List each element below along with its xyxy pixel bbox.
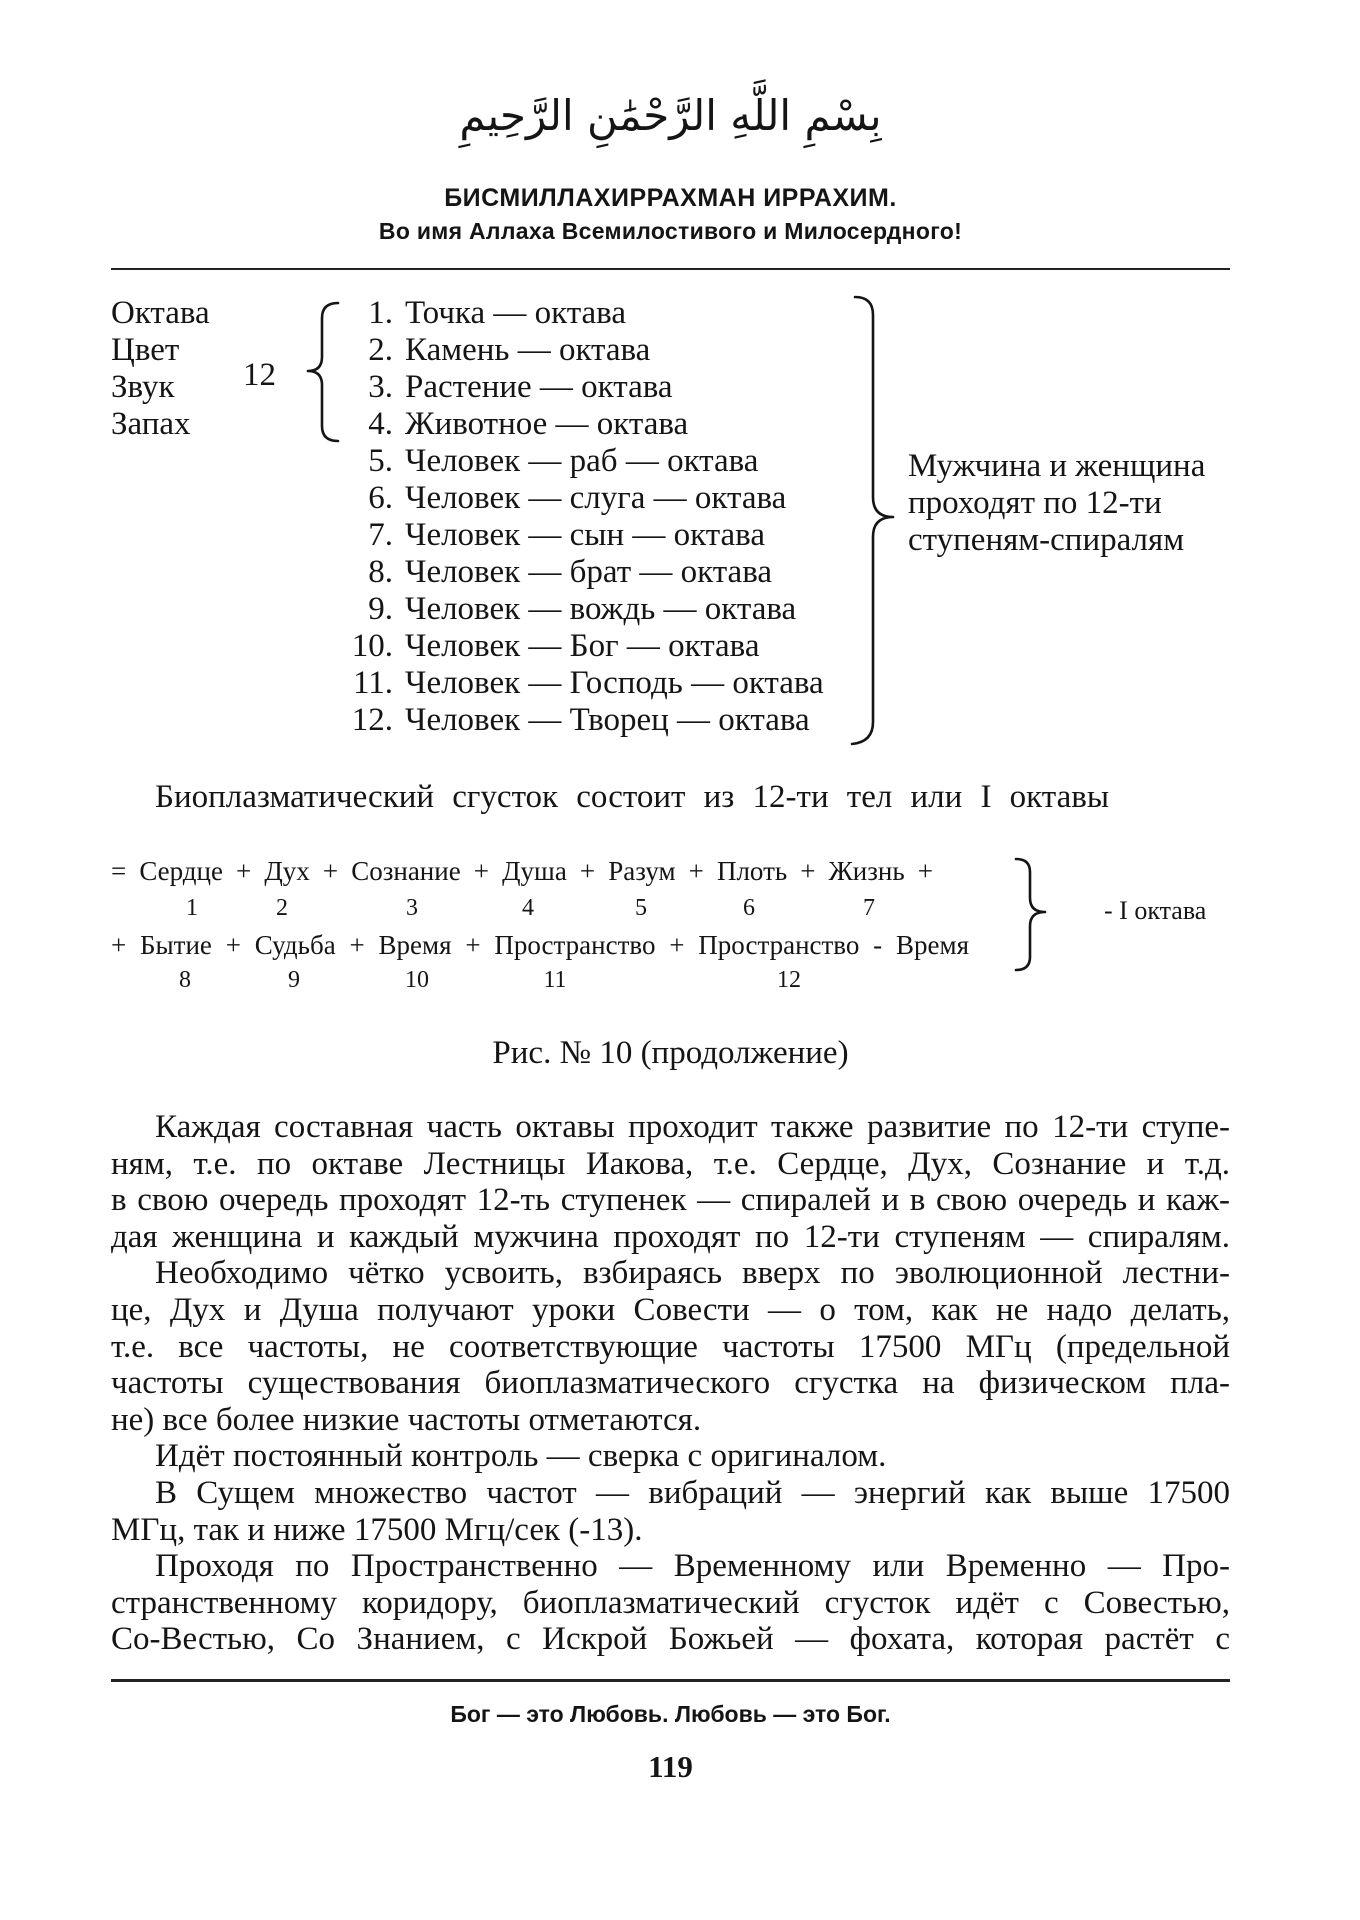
body-line: частоты существования биоплазматического сгустка на физическом пла- — [111, 1365, 1230, 1402]
body-line: Каждая составная часть октавы проходит также развитие по 12-ти ступе- — [155, 1109, 1230, 1145]
bismillah-calligraphy: بِسْمِ اللَّهِ الرَّحْمَٰنِ الرَّحِيمِ — [459, 91, 882, 140]
body-text — [111, 1109, 1230, 1658]
body-line: не) все более низкие частоты отметаются. — [111, 1401, 702, 1438]
label-smell: Запах — [111, 405, 191, 442]
body-line: в свою очередь проходят 12-ть ступенек — спиралей и в свою очередь и каж- — [111, 1182, 1230, 1219]
body-line: странственному коридору, биоплазматический сгусток идёт с Совестью, — [111, 1584, 1230, 1621]
list-item — [340, 480, 824, 517]
formula-index: 5 — [635, 895, 647, 921]
right-note-line: ступеням-спиралям — [908, 521, 1185, 558]
list-item — [340, 702, 824, 739]
list-item — [340, 517, 824, 554]
statement: Биоплазматический сгусток состоит из 12-ти тел или I октавы — [155, 778, 1109, 815]
left-labels — [111, 295, 210, 443]
body-line: МГц, так и ниже 17500 Мгц/сек (-13). — [111, 1511, 643, 1548]
right-note — [908, 448, 1205, 559]
list-item — [340, 369, 824, 406]
header-divider — [111, 268, 1230, 270]
list-item — [340, 665, 824, 702]
list-number: 1. — [368, 294, 393, 331]
list-number: 8. — [368, 553, 393, 590]
formula-index: 11 — [543, 967, 567, 993]
formula-index: 1 — [186, 895, 198, 921]
list-number: 12. — [351, 701, 393, 738]
list-number: 6. — [368, 479, 393, 516]
list-number: 4. — [368, 405, 393, 442]
page-title: БИСМИЛЛАХИРРАХМАН ИРРАХИМ. — [444, 184, 897, 212]
right-note-line: проходят по 12-ти — [908, 484, 1162, 521]
formula-index: 2 — [276, 895, 288, 921]
body-line: В Сущем множество частот — вибраций — энергий как выше 17500 — [155, 1474, 1230, 1511]
formula-index: 10 — [405, 967, 429, 993]
formula-index: 6 — [743, 895, 755, 921]
body-line: Со-Вестью, Со Знанием, с Искрой Божьей — фохата, которая растёт с — [111, 1621, 1230, 1658]
list-number: 9. — [368, 590, 393, 627]
footer-motto: Бог — это Любовь. Любовь — это Бог. — [450, 1701, 891, 1727]
label-octave: Октава — [111, 294, 210, 331]
list-item — [340, 628, 824, 665]
list-text: Растение — октава — [405, 368, 673, 405]
left-brace — [308, 303, 338, 441]
list-text: Человек — Бог — октава — [405, 627, 760, 664]
list-item — [340, 406, 824, 443]
list-text: Человек — брат — октава — [405, 553, 772, 590]
list-number: 11. — [352, 664, 393, 701]
list-number: 7. — [368, 516, 393, 553]
list-text: Животное — октава — [405, 405, 689, 442]
list-text: Человек — сын — октава — [405, 516, 765, 553]
formula-brace — [1016, 859, 1045, 970]
page-number: 119 — [648, 1749, 693, 1784]
formula-index: 4 — [522, 895, 534, 921]
body-line: Необходимо чётко усвоить, взбираясь вверх по эволюционной лестни- — [155, 1255, 1230, 1292]
figure-caption: Рис. № 10 (продолжение) — [492, 1034, 849, 1071]
list-number: 2. — [368, 331, 393, 368]
right-note-line: Мужчина и женщина — [908, 447, 1206, 484]
body-line: це, Дух и Душа получают уроки Совести — о том, как не надо делать, — [111, 1291, 1230, 1328]
formula-index: 3 — [406, 895, 418, 921]
list-item — [340, 554, 824, 591]
list-item — [340, 332, 824, 369]
formula-line-1: = Сердце + Дух + Сознание + Душа + Разум + Плоть + Жизнь + — [111, 855, 933, 886]
list-text: Человек — слуга — октава — [405, 479, 787, 516]
label-sound: Звук — [111, 368, 175, 405]
page-subtitle: Во имя Аллаха Всемилостивого и Милосердного! — [378, 218, 963, 244]
body-line: т.е. все частоты, не соответствующие частоты 17500 МГц (предельной — [111, 1328, 1230, 1365]
octave-list — [340, 295, 824, 739]
list-number: 10. — [351, 627, 393, 664]
formula-result: - I октава — [1104, 896, 1207, 925]
right-brace — [852, 297, 893, 744]
list-text: Человек — вождь — октава — [405, 590, 797, 627]
formula-line-2: + Бытие + Судьба + Время + Пространство + Пространство - Время — [111, 929, 969, 960]
group-count: 12 — [243, 356, 276, 393]
list-text: Камень — октава — [405, 331, 651, 368]
list-text: Человек — Господь — октава — [405, 664, 824, 701]
formula-index: 9 — [288, 967, 300, 993]
formula-index: 12 — [777, 967, 801, 993]
list-text: Человек — Творец — октава — [405, 701, 810, 738]
formula-index: 8 — [179, 967, 191, 993]
body-line: Идёт постоянный контроль — сверка с оригиналом. — [155, 1438, 887, 1475]
list-item — [340, 443, 824, 480]
list-number: 3. — [368, 368, 393, 405]
list-item — [340, 295, 824, 332]
body-line: ням, т.е. по октаве Лестницы Иакова, т.е. Сердце, Дух, Сознание и т.д. — [111, 1145, 1230, 1182]
formula-index: 7 — [863, 895, 875, 921]
body-line: Проходя по Пространственно — Временному или Временно — Про- — [155, 1548, 1230, 1585]
footer-divider — [111, 1679, 1230, 1682]
list-item — [340, 591, 824, 628]
list-text: Человек — раб — октава — [405, 442, 759, 479]
body-line: дая женщина и каждый мужчина проходят по 12-ти ступеням — спиралям. — [111, 1218, 1230, 1255]
list-number: 5. — [368, 442, 393, 479]
list-text: Точка — октава — [405, 294, 626, 331]
label-color: Цвет — [111, 331, 180, 368]
